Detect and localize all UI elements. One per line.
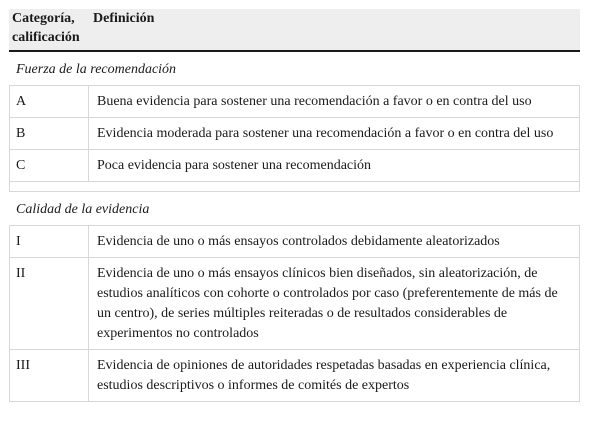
row-category: I bbox=[9, 226, 89, 257]
section-strength bbox=[9, 52, 580, 86]
section-title: Calidad de la evidencia bbox=[16, 202, 150, 217]
row-category: III bbox=[9, 350, 89, 401]
header-definition: Definición bbox=[93, 11, 155, 26]
table-header bbox=[9, 9, 580, 52]
table-row bbox=[9, 150, 580, 182]
table-row bbox=[9, 86, 580, 118]
row-category: B bbox=[9, 118, 89, 149]
section-title: Fuerza de la recomendación bbox=[16, 62, 177, 77]
row-definition: Poca evidencia para sostener una recomendación bbox=[89, 150, 580, 181]
row-definition: Evidencia de uno o más ensayos controlados debidamente aleatorizados bbox=[89, 226, 580, 257]
row-category: A bbox=[9, 86, 89, 117]
row-definition: Evidencia moderada para sostener una recomendación a favor o en contra del uso bbox=[89, 118, 580, 149]
table-row bbox=[9, 118, 580, 150]
table-row bbox=[9, 350, 580, 402]
row-definition: Evidencia de uno o más ensayos clínicos bien diseñados, sin aleatorización, de estudios analíticos con cohorte o controlados por caso (preferentemente de más de un centro), de series múltiples reiteradas o de resultados considerables de experimentos no controlados bbox=[89, 258, 580, 349]
table-row bbox=[9, 258, 580, 350]
row-definition: Evidencia de opiniones de autoridades respetadas basadas en experiencia clínica, estudios descriptivos o informes de comités de expertos bbox=[89, 350, 580, 401]
row-category: C bbox=[9, 150, 89, 181]
table-row bbox=[9, 226, 580, 258]
section-divider bbox=[9, 182, 580, 192]
header-category: Categoría, calificación bbox=[12, 11, 80, 45]
recommendation-table bbox=[9, 9, 580, 402]
row-category: II bbox=[9, 258, 89, 349]
section-quality bbox=[9, 192, 580, 226]
row-definition: Buena evidencia para sostener una recomendación a favor o en contra del uso bbox=[89, 86, 580, 117]
